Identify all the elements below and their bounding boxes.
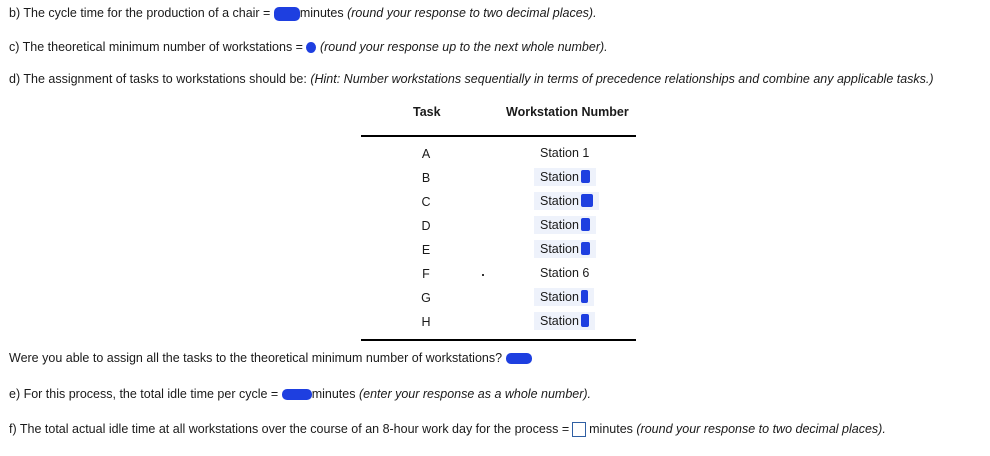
question-b-unit: minutes [299,6,344,20]
station-dropdown[interactable] [534,192,599,210]
task-label: E [421,243,431,257]
header-task: Task [413,105,441,119]
question-b-text: b) The cycle time for the production of a chair = [9,6,271,20]
station-label: Station [540,290,579,304]
station-label: Station [540,170,579,184]
station-number-input[interactable] [581,170,590,183]
task-label: B [421,171,431,185]
answer-c-input[interactable] [306,42,316,53]
task-label: C [421,195,431,209]
answer-f-input[interactable] [572,422,586,437]
question-assign [9,351,532,365]
question-c-text: c) The theoretical minimum number of workstations = [9,40,303,54]
table-row [361,239,636,263]
answer-b-input[interactable] [274,7,300,21]
question-d [9,72,934,86]
question-f [9,422,886,437]
station-label: Station [540,314,579,328]
task-label: G [421,291,431,305]
header-workstation: Workstation Number [506,105,629,119]
station-number-input[interactable] [581,314,589,327]
table-row [361,143,636,167]
table-row [361,215,636,239]
station-label: Station 6 [540,266,590,280]
station-dropdown[interactable] [534,216,596,234]
task-label: H [421,315,431,329]
station-number-input[interactable] [581,242,590,255]
station-label: Station [540,194,579,208]
question-e [9,387,591,401]
station-label: Station 1 [540,146,590,160]
question-c-hint: (round your response up to the next whole number). [319,40,608,54]
table-bottom-rule [361,335,636,341]
task-assignment-table [361,103,636,341]
station-dropdown[interactable] [534,312,595,330]
station-dropdown[interactable] [534,168,596,186]
station-dropdown[interactable] [534,288,594,306]
stray-dot [482,274,484,276]
answer-assign-select[interactable] [506,353,532,364]
question-e-unit: minutes [311,387,356,401]
question-f-hint: (round your response to two decimal places). [636,422,886,436]
question-f-text: f) The total actual idle time at all workstations over the course of an 8-hour work day for the process = [9,422,570,436]
question-e-text: e) For this process, the total idle time per cycle = [9,387,279,401]
question-f-unit: minutes [589,422,633,436]
table-row [361,167,636,191]
question-e-hint: (enter your response as a whole number). [358,387,592,401]
table-row [361,191,636,215]
task-label: F [422,267,430,281]
table-row [361,311,636,335]
task-label: D [421,219,431,233]
question-d-hint: (Hint: Number workstations sequentially in terms of precedence relationships and combine any applicable tasks.) [310,72,934,86]
station-number-input[interactable] [581,218,590,231]
station-label: Station [540,242,579,256]
answer-e-input[interactable] [282,389,312,400]
station-number-input[interactable] [581,290,588,303]
question-assign-text: Were you able to assign all the tasks to the theoretical minimum number of workstations? [9,351,503,365]
table-row [361,287,636,311]
question-c [9,40,608,54]
station-number-input[interactable] [581,194,593,207]
table-header [361,103,636,137]
station-dropdown[interactable] [534,240,596,258]
table-row [361,263,636,287]
station-label: Station [540,218,579,232]
question-b-hint: (round your response to two decimal places). [347,6,597,20]
question-d-text: d) The assignment of tasks to workstations should be: [9,72,307,86]
question-b [9,6,597,21]
task-label: A [421,147,431,161]
